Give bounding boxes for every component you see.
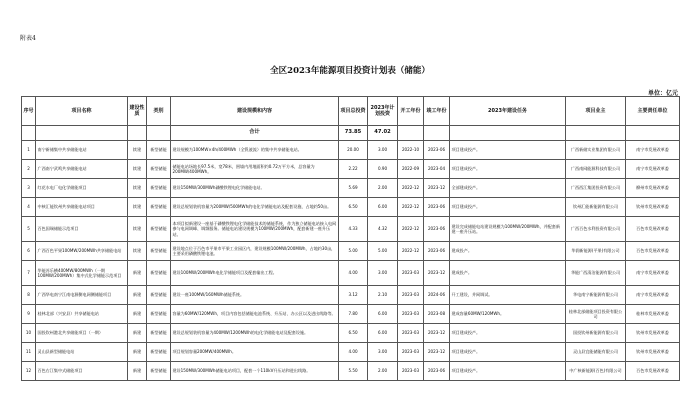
cell-total: 4.00 — [339, 343, 368, 362]
cell-dept: 钦州市发展改革委 — [626, 324, 680, 343]
cell-task: 项目建成投产。 — [450, 343, 566, 362]
cell-nature: 新建 — [128, 362, 147, 381]
cell-nature: 续建 — [128, 160, 147, 179]
cell-scale: 容量为60MW/120MWh，项目内容包括储能电池系统、升压站、办公区以及进出线路等。 — [171, 305, 339, 324]
table-row — [22, 343, 680, 362]
cell-finish: 2023-06 — [424, 362, 450, 381]
cell-plan: 0.90 — [368, 160, 398, 179]
cell-plan: 5.00 — [368, 242, 398, 261]
cell-owner: 灵山县宜能储能有限公司 — [566, 343, 626, 362]
cell-scale: 项目规划容量200MW/400MWh。 — [171, 343, 339, 362]
cell-dept: 百色市发展改革委 — [626, 362, 680, 381]
cell-nature: 续建 — [128, 179, 147, 198]
cell-scale: 建设规模为100MW×4h/400MWh（全钒液流）的集中共享储能电站。 — [171, 141, 339, 160]
cell-start: 2023-03 — [398, 286, 424, 305]
cell-total: 3.12 — [339, 286, 368, 305]
cell-plan: 4.32 — [368, 217, 398, 242]
table-row — [22, 324, 680, 343]
cell-owner: 钦州汇能新能源有限公司 — [566, 198, 626, 217]
cell-plan: 3.00 — [368, 141, 398, 160]
cell-nature: 新建 — [128, 261, 147, 286]
cell-total: 6.50 — [339, 198, 368, 217]
cell-name: 华能苏乐横400MW/800MWh（一期100MW/200MWh）集中式化学储能示范项目 — [36, 261, 128, 286]
total-label: 合计 — [171, 126, 339, 141]
cell-finish: 2023-08 — [424, 305, 450, 324]
cell-owner: 桂林北部储能项目投资有限公司 — [566, 305, 626, 324]
cell-category: 新型储能 — [147, 179, 171, 198]
header-total: 项目总投资 — [339, 97, 368, 126]
table-row — [22, 305, 680, 324]
cell-plan: 2.10 — [368, 286, 398, 305]
cell-category: 新型储能 — [147, 324, 171, 343]
cell-finish: 2023-06 — [424, 217, 450, 242]
total-investment: 73.85 — [339, 126, 368, 141]
cell-scale: 建设一座100MW/160MWh储能系统。 — [171, 286, 339, 305]
cell-category: 新型储能 — [147, 160, 171, 179]
cell-dept: 百色市发展改革委 — [626, 217, 680, 242]
cell-nature: 新建 — [128, 286, 147, 305]
cell-name: 南宁新储集中共享储能电站 — [36, 141, 128, 160]
cell-finish: 2023-06 — [424, 242, 450, 261]
header-category: 类别 — [147, 97, 171, 126]
cell-scale: 储能电站场地长97.5米，宽78米，围墙内用地面积约0.72万平方米，总容量为200MW/400MWh。 — [171, 160, 339, 179]
cell-dept: 桂林市发展改革委 — [626, 305, 680, 324]
header-start: 开工年份 — [398, 97, 424, 126]
cell-nature: 续建 — [128, 242, 147, 261]
cell-name: 国投钦州港北共享储能项目（一期） — [36, 324, 128, 343]
annex-label: 附表4 — [20, 35, 36, 42]
cell-category: 新型储能 — [147, 141, 171, 160]
cell-finish: 2023-06 — [424, 198, 450, 217]
cell-dept: 南宁市发展改革委 — [626, 160, 680, 179]
cell-start: 2022-09 — [398, 160, 424, 179]
cell-seq: 1 — [22, 141, 36, 160]
cell-finish: 2023-06 — [424, 141, 450, 160]
cell-start: 2022-10 — [398, 141, 424, 160]
unit-label: 单位：亿元 — [647, 90, 678, 97]
cell-owner: 华电南宁新能源有限公司 — [566, 286, 626, 305]
cell-total: 5.69 — [339, 179, 368, 198]
cell-seq: 4 — [22, 198, 36, 217]
header-nature: 建设性质 — [128, 97, 147, 126]
cell-task: 开工建设，并网调试。 — [450, 286, 566, 305]
cell-nature: 新建 — [128, 324, 147, 343]
investment-table — [21, 96, 680, 381]
cell-nature: 新建 — [128, 305, 147, 324]
cell-owner: 华润新能源(平果)有限公司 — [566, 242, 626, 261]
cell-owner: 华能广西清洁能源有限公司 — [566, 261, 626, 286]
cell-total: 5.50 — [339, 362, 368, 381]
cell-plan: 2.00 — [368, 362, 398, 381]
cell-plan: 6.00 — [368, 305, 398, 324]
cell-name: 桂林北部（兴安县）共享储能电站 — [36, 305, 128, 324]
header-plan: 2023年计划投资 — [368, 97, 398, 126]
cell-total: 4.00 — [339, 261, 368, 286]
cell-scale: 建设地点位于百色市平果市平果工业园区内，建设规模100MW/200MWh，占地约30亩，主要采用磷酸铁锂电池。 — [171, 242, 339, 261]
cell-start: 2022-12 — [398, 242, 424, 261]
cell-scale: 建设100MW/200MWh电化学储能项目及配套输出工程。 — [171, 261, 339, 286]
cell-finish: 2023-12 — [424, 179, 450, 198]
table-row — [22, 217, 680, 242]
cell-name: 广西南宁武鸣共享储能电站 — [36, 160, 128, 179]
total-plan: 47.02 — [368, 126, 398, 141]
page-title: 全区2023年能源项目投资计划表（储能） — [270, 66, 430, 76]
cell-owner: 广西新储实业集团有限公司 — [566, 141, 626, 160]
cell-name: 广西华电南宁江南电源侧电网侧储能项目 — [36, 286, 128, 305]
table-row — [22, 242, 680, 261]
cell-dept: 柳州市发展改革委 — [626, 179, 680, 198]
cell-task: 项目建成投产。 — [450, 324, 566, 343]
header-owner: 项目业主 — [566, 97, 626, 126]
cell-name: 红花水电厂电化学储能项目 — [36, 179, 128, 198]
cell-dept: 钦州市发展改革委 — [626, 343, 680, 362]
cell-seq: 5 — [22, 217, 36, 242]
cell-name: 广西百色平果100MW/200MWh共享储能电站 — [36, 242, 128, 261]
header-task: 2023年建设任务 — [450, 97, 566, 126]
cell-task: 项目建成投产。 — [450, 198, 566, 217]
table-row — [22, 286, 680, 305]
cell-nature: 续建 — [128, 198, 147, 217]
total-row — [22, 126, 680, 141]
cell-owner: 广西百色水利投资有限公司 — [566, 217, 626, 242]
cell-total: 6.50 — [339, 324, 368, 343]
cell-task: 建设完成储能电站建设规模为100MW/200MWh，并配套新建一座升压站。 — [450, 217, 566, 242]
header-finish: 竣工年份 — [424, 97, 450, 126]
table-row — [22, 198, 680, 217]
cell-nature: 续建 — [128, 141, 147, 160]
cell-scale: 建设150MW/300MWh储能电站项目，配套一个110kV升压站和进出线路。 — [171, 362, 339, 381]
cell-total: 2.22 — [339, 160, 368, 179]
cell-finish: 2023-12 — [424, 261, 450, 286]
cell-scale: 建设150MW/300MWh磷酸铁锂电化学储能电站。 — [171, 179, 339, 198]
cell-start: 2023-03 — [398, 324, 424, 343]
cell-category: 新型储能 — [147, 261, 171, 286]
cell-total: 5.00 — [339, 242, 368, 261]
header-dept: 主要责任单位 — [626, 97, 680, 126]
header-scale: 建设规模和内容 — [171, 97, 339, 126]
header-name: 项目名称 — [36, 97, 128, 126]
cell-task: 建成投产。 — [450, 261, 566, 286]
cell-plan: 3.00 — [368, 261, 398, 286]
header-seq: 序号 — [22, 97, 36, 126]
cell-task: 项目建成投产。 — [450, 160, 566, 179]
cell-start: 2023-03 — [398, 305, 424, 324]
cell-category: 新型储能 — [147, 217, 171, 242]
cell-owner: 中广核新能源(百色)有限公司 — [566, 362, 626, 381]
cell-start: 2022-12 — [398, 179, 424, 198]
cell-finish: 2023-04 — [424, 160, 450, 179]
cell-name: 灵山县新型储能电站 — [36, 343, 128, 362]
cell-plan: 6.00 — [368, 198, 398, 217]
cell-seq: 12 — [22, 362, 36, 381]
cell-seq: 7 — [22, 261, 36, 286]
cell-finish: 2023-12 — [424, 324, 450, 343]
cell-start: 2022-12 — [398, 217, 424, 242]
cell-nature: 新建 — [128, 343, 147, 362]
cell-seq: 2 — [22, 160, 36, 179]
cell-name: 中核汇能钦州共享储能电站项目 — [36, 198, 128, 217]
cell-owner: 广西南网能源科技有限公司 — [566, 160, 626, 179]
cell-total: 7.80 — [339, 305, 368, 324]
cell-dept: 百色市发展改革委 — [626, 242, 680, 261]
cell-finish: 2023-12 — [424, 343, 450, 362]
cell-category: 新型储能 — [147, 242, 171, 261]
table-row — [22, 261, 680, 286]
cell-category: 新型储能 — [147, 362, 171, 381]
cell-dept: 南宁市发展改革委 — [626, 261, 680, 286]
cell-task: 建成投产。 — [450, 242, 566, 261]
cell-owner: 广西西江集团投资有限公司 — [566, 179, 626, 198]
cell-start: 2022-12 — [398, 198, 424, 217]
table-row — [22, 362, 680, 381]
cell-task: 全部建成投产。 — [450, 179, 566, 198]
cell-category: 新型储能 — [147, 305, 171, 324]
cell-total: 4.33 — [339, 217, 368, 242]
cell-seq: 9 — [22, 305, 36, 324]
cell-plan: 3.00 — [368, 343, 398, 362]
cell-seq: 6 — [22, 242, 36, 261]
cell-name: 百色国瑞储能示范项目 — [36, 217, 128, 242]
cell-category: 新型储能 — [147, 343, 171, 362]
cell-seq: 11 — [22, 343, 36, 362]
cell-task: 项目建成投产。 — [450, 362, 566, 381]
cell-category: 新型储能 — [147, 198, 171, 217]
cell-seq: 8 — [22, 286, 36, 305]
cell-nature: 续建 — [128, 217, 147, 242]
cell-dept: 南宁市发展改革委 — [626, 141, 680, 160]
cell-task: 项目建成投产。 — [450, 141, 566, 160]
cell-start: 2023-03 — [398, 362, 424, 381]
table-row — [22, 160, 680, 179]
cell-finish: 2024-06 — [424, 286, 450, 305]
cell-plan: 2.00 — [368, 179, 398, 198]
cell-owner: 国投钦州新能源有限公司 — [566, 324, 626, 343]
table-row — [22, 179, 680, 198]
header-row — [22, 97, 680, 126]
cell-start: 2023-03 — [398, 343, 424, 362]
cell-total: 20.00 — [339, 141, 368, 160]
cell-seq: 10 — [22, 324, 36, 343]
cell-plan: 6.00 — [368, 324, 398, 343]
cell-start: 2023-03 — [398, 261, 424, 286]
cell-scale: 建设总规划装机容量为400MW/1200MWh的电化学储能电站及配套设施。 — [171, 324, 339, 343]
cell-name: 百色右江集中式储能项目 — [36, 362, 128, 381]
cell-scale: 本项目拟新建设一座基于磷酸铁锂电化学储能技术的储能系统，作为独立储能电站接入电网参与电网调峰、调频服务。储能电站建设规模为100MW/200MWh，配套新建一座升压站。 — [171, 217, 339, 242]
cell-category: 新型储能 — [147, 286, 171, 305]
cell-seq: 3 — [22, 179, 36, 198]
cell-dept: 南宁市发展改革委 — [626, 286, 680, 305]
cell-task: 建成容量60MW/120MWh。 — [450, 305, 566, 324]
cell-scale: 建设总规划装机容量为200MW/500MWh的电化学储能电站及配套设施、占地约50亩。 — [171, 198, 339, 217]
table-row — [22, 141, 680, 160]
cell-dept: 钦州市发展改革委 — [626, 198, 680, 217]
